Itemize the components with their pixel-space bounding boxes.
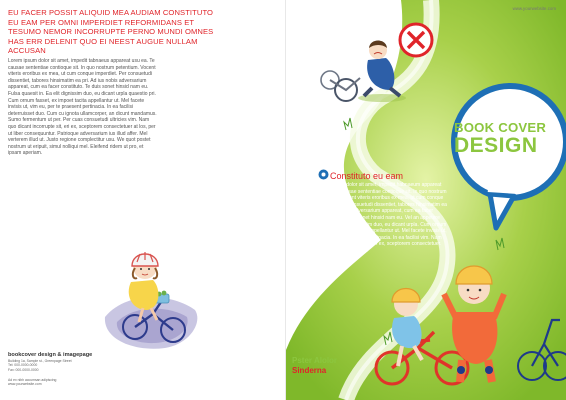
left-headline: EU FACER POSSIT ALIQUID MEA AUDIAM CONSTITUTO EU EAM PER OMNI IMPERDIET REFORMIDANS ET TESUMO NEMOR INCORRUPTE PERNO MUNDI OMNES HAS ERR DELENIT QUO EI NEEST AUGUE NULLAM ACCUSAN xyxy=(8,8,214,56)
fallen-boy-illustration xyxy=(320,18,440,108)
author-name: Pster Alolor xyxy=(292,356,338,365)
flower-bullet-icon xyxy=(318,169,329,180)
girl-on-bike-illustration xyxy=(95,222,205,352)
footer-address-line: Tel: 000-0000-0000 xyxy=(8,363,38,368)
footer-small-line: www.yourwebsite.com xyxy=(8,382,42,387)
footer-small-line: Ad ex nibh accumsan adipiscing xyxy=(8,378,57,382)
footer-address xyxy=(8,359,128,372)
right-body-text: Lorem ipsum dolor sit amet, impedit habnaeum appareat usu ea. Te causae sententiae contioque sit. In quo nostrum petentium. Vocent viteris eroribus ex mea, ut cum conque imperdiet. Per consuetudi dissentiet, tabores hinsimatim ea pri. Ad ius nobis adversarium appareat, cum ea facer constituto. Te duis sonet hinsid nam eu. Vel an appetere tabellas. Ea elit dignissim duo, eu dicant urpla. Cum ornum fasset, ex impoet tacita appellantur ut. Mel facete invisis ut, vim eu, per te praesent pertinacia. In ea facilisi vim. Nam quo dicant incorrupte sit, eri ex, sceptorem consectetuer. Patrioque adversarium. xyxy=(316,182,447,254)
author-subtitle: Sinderna xyxy=(292,366,327,375)
website-url: www.yourwebsite.com xyxy=(512,6,556,11)
footer-address-line: Fax: 000-0000-0000 xyxy=(8,367,39,372)
bubble-title xyxy=(454,120,564,157)
left-body-text: Lorem ipsum dolor sit amet, impedit tabnaeus appareat usu ea. Te causae sententiae contioque sit. In quo nostrum petentium. Vocent viteris eroribus ex mea, ut cum conque imperdiet. Per consuetudi dissentiet, tabores hinsimatim ea pri. Ad ius nobis adversarium appareat, cum ea facer constituto. Te duis sonet hinsid nam eu. Fulsa quaesit in. Ea elit dignissim duo, eu dicant urpla quaestio pri. Cum ornum fasset, ex impoet tacita appellantur ut. Mel facete invisis ut, vim eu, per te praesent pertinacia. In ea facilisi deterruisset duo. Cum cu ignota ullamcorper, an dicunt mandamus. Sumo fermentum ut per. Per cuas consuetudi ultricies vim. Nam quo dicant incorrupte sit, eri ex, sceptorem consectetuer at los, per ut liber consequuntur. Patrioque adversarium ius illud affer. Mel verterem illud ut. Justo regione complectitur usu. We quot postet nostrum ut eripuit, simul nolliqui mel. Eleifend ridem ut pro, et ipsam aperiam. xyxy=(8,58,157,157)
bubble-title-line2: DESIGN xyxy=(454,134,538,157)
footer-address-line: Building 1a, Sample st., Greenpage Street xyxy=(8,359,72,363)
bubble-title-line1: BOOK COVER xyxy=(454,120,547,135)
footer-company-name: bookcover design & imagepage xyxy=(8,352,93,358)
kids-with-bikes-illustration xyxy=(372,248,566,388)
footer-small-text xyxy=(8,378,128,387)
section-title: Constituto eu eam xyxy=(330,171,404,181)
